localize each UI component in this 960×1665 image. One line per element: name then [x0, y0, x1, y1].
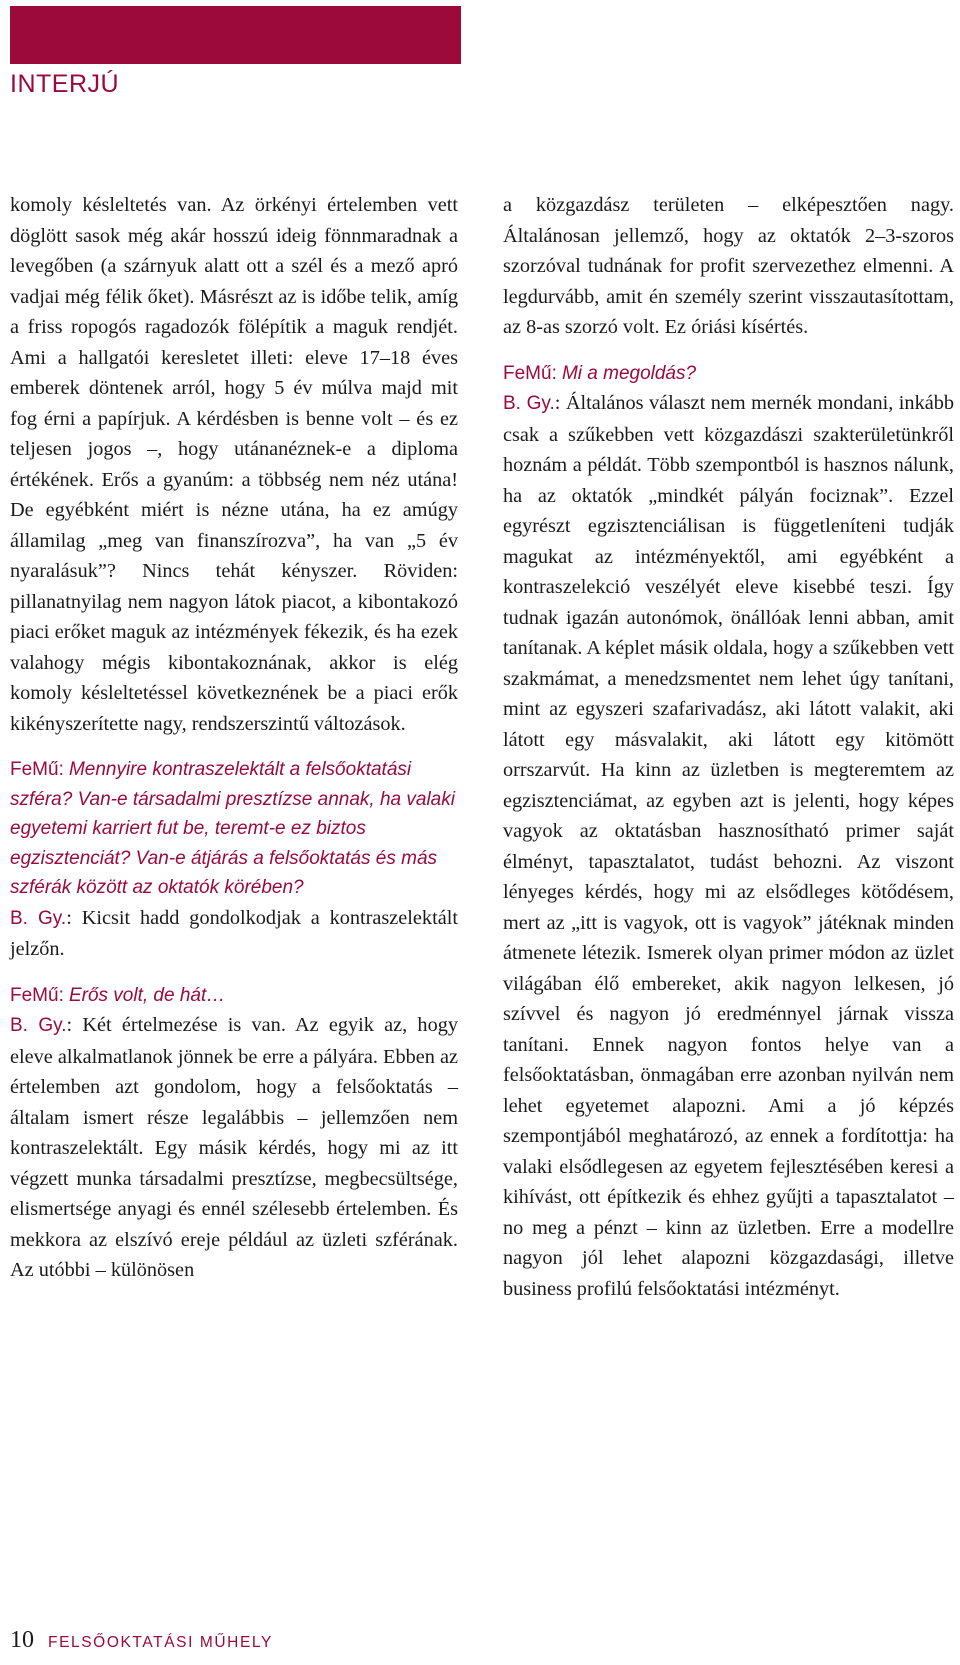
- question-1: [10, 755, 458, 903]
- interviewer-label: FeMű:: [10, 984, 64, 1006]
- section-label: INTERJÚ: [10, 70, 120, 98]
- right-column: [503, 190, 954, 1304]
- answer-2: [10, 1010, 458, 1286]
- interviewee-label: B. Gy.: [10, 1015, 67, 1036]
- question-1-text: Mennyire kontraszelektált a felsőoktatási szféra? Van-e társadalmi presztízse annak, ha valaki egyetemi karriert fut be, teremt-e ez biztos egzisztenciát? Van-e átjárás a felsőoktatás és más szférák között az oktatók körében?: [10, 759, 455, 898]
- interviewer-label: FeMű:: [10, 759, 64, 780]
- question-2-text: Erős volt, de hát…: [68, 984, 226, 1006]
- interviewee-label: B. Gy.: [503, 393, 555, 414]
- answer-3-text: : Általános választ nem mernék mondani, inkább csak a szűkebben vett közgazdászi szakterületünkről hoznám a példát. Több szempontból is hasznos nálunk, ha az oktatók „mindkét pályán fociznak”. Ezzel egyrészt egzisztenciálisan is függetleníteni tudják magukat az intézményektől, ami egyébként a kontraszelekció veszélyét eleve kisebbé teszi. Így tudnak igazán autonómok, önállóak lenni abban, amit tanítanak. A képlet másik oldala, hogy a szűkebben vett szakmámat, a menedzsmentet nem lehet úgy tanítani, mint az egyszeri szafarivadász, aki látott valakit, aki látott egy másvalakit, aki látott egy kitömött orrszarvút. Ha kinn az üzletben is megteremtem az egzisztenciámat, az egyben azt is jelenti, hogy képes vagyok az oktatásban hasznosítható primer saját élményt, tapasztalatot, tudást behozni. Az viszont lényeges kérdés, hogy mi az elsődleges kötődésem, mert az „itt is vagyok, ott is vagyok” játéknak minden átmenete létezik. Ismerek olyan primer módon az üzlet világában élő embereket, akik nagyon lelkesen, jó szívvel és nagyon jó eredménnyel járnak vissza tanítani. Ennek nagyon fontos helye van a felsőoktatásban, önmagában erre azonban nyilván nem lehet egyetemet alapozni. Ami a jó képzés szempontjából meghatározó, az ennek a fordítottja: ha valaki elsődlegesen az egyetem fejlesztésében keresi a kihívást, ott építkezik és ehhez gyűjti a tapasztalatot – no meg a pénzt – kinn az üzletben. Erre a modellre nagyon jól lehet alapozni közgazdasági, illetve business profilú felsőoktatási intézményt.: [503, 392, 954, 1300]
- left-column: [10, 190, 458, 1286]
- question-2: [10, 981, 458, 1011]
- journal-title: FELSŐOKTATÁSI MŰHELY: [48, 1634, 273, 1651]
- answer-1: [10, 903, 458, 965]
- question-3-text: Mi a megoldás?: [561, 362, 697, 384]
- paragraph-continued-right: a közgazdász területen – elképesztően nagy. Általánosan jellemző, hogy az oktatók 2–3-szoros szorzóval tudnának for profit szervezethez elmenni. A legdurvább, amit én személy szerint visszautasítottam, az 8-as szorzó volt. Ez óriási kísértés.: [503, 194, 954, 338]
- header-color-bar: [10, 6, 461, 64]
- question-3: [503, 359, 954, 389]
- paragraph-intro-left: komoly késleltetés van. Az örkényi értelemben vett döglött sasok még akár hosszú ideig fönnmaradnak a levegőben (a szárnyuk alatt ott a szél és a mező apró vadjai még félik őket). Másrészt az is időbe telik, amíg a friss ropogós ragadozók fölépítik a maguk rendjét. Ami a hallgatói keresletet illeti: eleve 17–18 éves emberek döntenek arról, hogy 5 év múlva majd mit fog érni a papírjuk. A kérdésben is benne volt – és ez teljesen jogos –, hogy utánanéznek-e a diploma értékének. Erős a gyanúm: a többség nem néz utána! De egyébként miért is nézne utána, ha ez amúgy államilag „meg van finanszírozva”, ha van „5 év nyaralásuk”? Nincs tehát kényszer. Röviden: pillanatnyilag nem nagyon látok piacot, a kibontakozó piaci erőket maguk az intézmények fékezik, és ha ezek valahogy mégis kibontakoznának, akkor is elég komoly késleltetéssel következnének be a piaci erők kikényszerítette nagy, rendszerszintű változások.: [10, 194, 458, 735]
- page-number: 10: [10, 1627, 34, 1653]
- interviewer-label: FeMű:: [503, 362, 557, 384]
- answer-1-text: : Kicsit hadd gondolkodjak a kontraszelektált jelzőn.: [10, 906, 458, 960]
- interviewee-label: B. Gy.: [10, 907, 67, 929]
- answer-2-text: : Két értelmezése is van. Az egyik az, hogy eleve alkalmatlanok jönnek be erre a pályára. Ebben az értelemben azt gondolom, hogy a felsőoktatás – általam ismert része legalábbis – jellemzően nem kontraszelektált. Egy másik kérdés, hogy mi az itt végzett munka társadalmi presztízse, megbecsültsége, elismertsége anyagi és ennél szélesebb értelemben. És mekkora az elszívó ereje például az üzleti szférának. Az utóbbi – különösen: [10, 1014, 458, 1281]
- page-footer: [10, 1627, 273, 1654]
- answer-3: [503, 388, 954, 1304]
